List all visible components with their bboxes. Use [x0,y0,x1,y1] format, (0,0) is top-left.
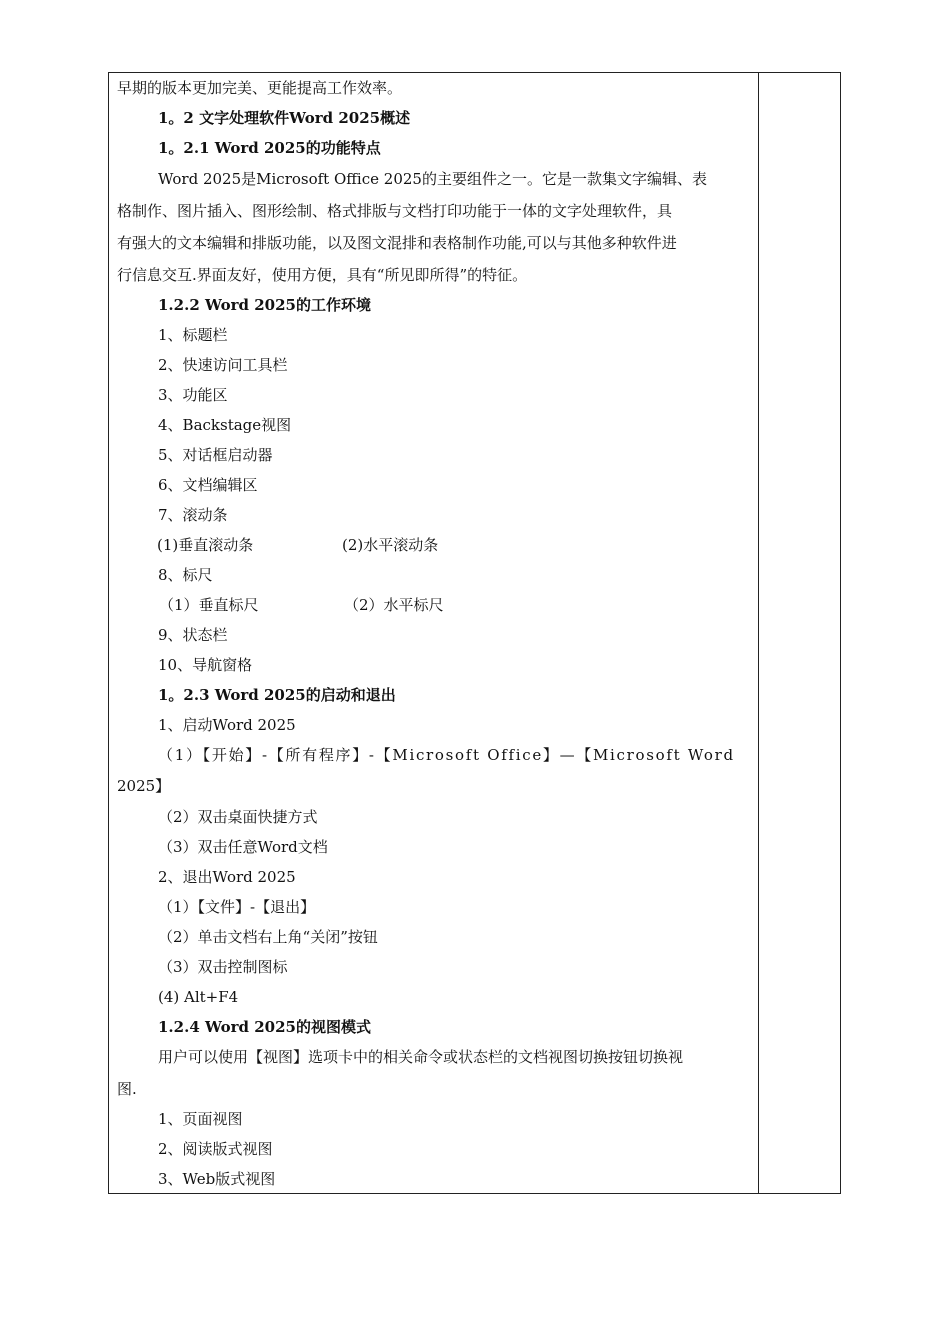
section-heading: 1。2 文字处理软件Word 2025概述 [158,109,411,127]
list-item: 2、阅读版式视图 [158,1140,273,1158]
list-item: 3、功能区 [158,386,228,404]
paragraph-line: 用户可以使用【视图】选项卡中的相关命令或状态栏的文档视图切换按钮切换视 [158,1048,684,1066]
subsection-heading: 1。2.1 Word 2025的功能特点 [158,139,381,157]
list-subitem: (1)垂直滚动条 [157,536,254,554]
list-subitem: （2）水平标尺 [344,596,444,614]
subsection-heading: 1。2.3 Word 2025的启动和退出 [158,686,396,704]
subsection-heading: 1.2.4 Word 2025的视图模式 [158,1018,371,1036]
list-item: 4、Backstage视图 [158,416,292,434]
document-table [108,72,841,1194]
list-item: 5、对话框启动器 [158,446,273,464]
paragraph-line: 行信息交互.界面友好，使用方便，具有“所见即所得”的特征。 [117,266,528,284]
list-subitem: （1）垂直标尺 [159,596,259,614]
list-item: 2、退出Word 2025 [158,868,296,886]
list-subitem: （1）【文件】-【退出】 [158,898,316,916]
paragraph-line: 有强大的文本编辑和排版功能，以及图文混排和表格制作功能,可以与其他多种软件进 [117,234,677,252]
paragraph-line: 早期的版本更加完美、更能提高工作效率。 [117,79,403,97]
list-item: 2、快速访问工具栏 [158,356,288,374]
list-item: 1、标题栏 [158,326,228,344]
list-subitem: （3）双击任意Word文档 [158,838,328,856]
paragraph-line: Word 2025是Microsoft Office 2025的主要组件之一。它是一款集文字编辑、表 [158,170,707,188]
list-subitem: (4) Alt+F4 [158,988,239,1006]
list-subitem: （2）单击文档右上角“关闭”按钮 [158,928,378,946]
list-item: 3、Web版式视图 [158,1170,276,1188]
list-subitem: (2)水平滚动条 [342,536,439,554]
list-subitem: （2）双击桌面快捷方式 [158,808,318,826]
list-subitem: （1）【开始】-【所有程序】-【Microsoft Office】—【Microsoft Word [158,746,735,764]
list-item: 8、标尺 [158,566,213,584]
list-item: 10、导航窗格 [158,656,253,674]
list-item: 1、启动Word 2025 [158,716,296,734]
list-item: 6、文档编辑区 [158,476,258,494]
list-subitem-continued: 2025】 [117,777,171,795]
paragraph-line: 图. [117,1080,137,1098]
list-item: 7、滚动条 [158,506,228,524]
list-item: 9、状态栏 [158,626,228,644]
list-subitem: （3）双击控制图标 [158,958,288,976]
list-item: 1、页面视图 [158,1110,243,1128]
paragraph-line: 格制作、图片插入、图形绘制、格式排版与文档打印功能于一体的文字处理软件，具 [117,202,673,220]
subsection-heading: 1.2.2 Word 2025的工作环境 [158,296,371,314]
